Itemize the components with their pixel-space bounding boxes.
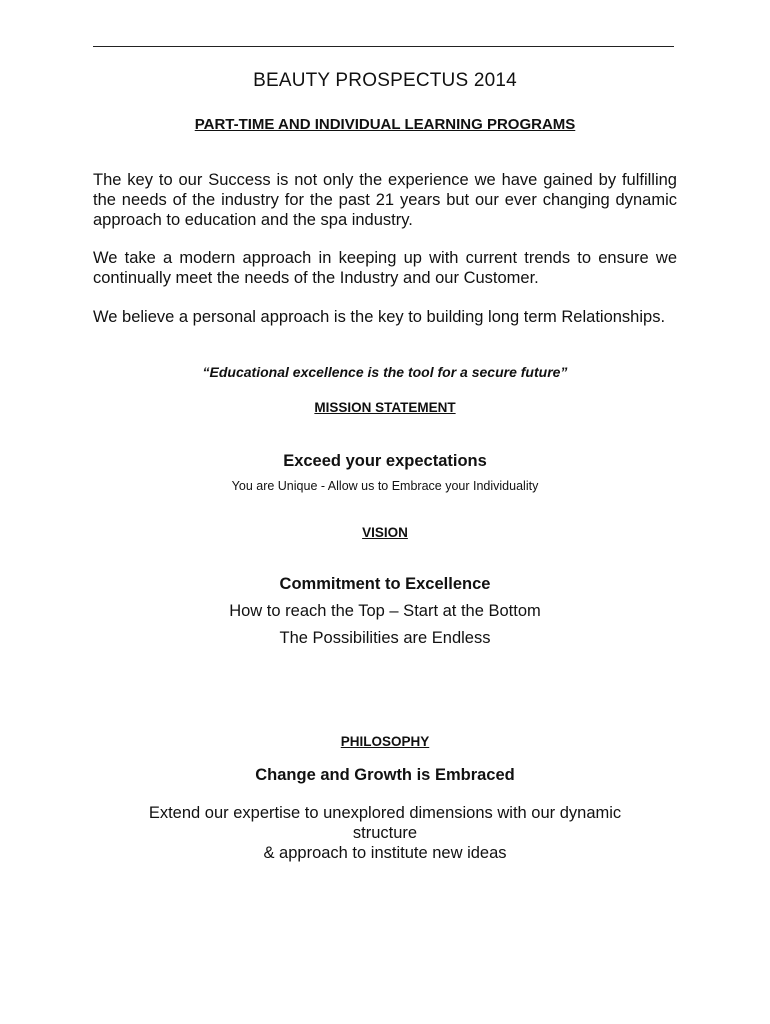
vision-lead: Commitment to Excellence: [279, 575, 491, 593]
philosophy-line: Extend our expertise to unexplored dimensions with our dynamic: [148, 804, 622, 822]
top-rule-divider: [93, 46, 674, 47]
document-title: BEAUTY PROSPECTUS 2014: [253, 70, 517, 91]
intro-paragraph-2: We take a modern approach in keeping up with current trends to ensure we continually meet the needs of the Industry and our Customer.: [93, 249, 677, 287]
document-subtitle: PART-TIME AND INDIVIDUAL LEARNING PROGRAMS: [194, 116, 576, 133]
vision-line: How to reach the Top – Start at the Bottom: [229, 602, 541, 620]
philosophy-lead: Change and Growth is Embraced: [255, 766, 515, 784]
intro-paragraph-3: We believe a personal approach is the key to building long term Relationships.: [93, 308, 666, 326]
mission-note: You are Unique - Allow us to Embrace your Individuality: [231, 479, 539, 493]
philosophy-heading: PHILOSOPHY: [340, 734, 430, 749]
motto-quote: “Educational excellence is the tool for a secure future”: [202, 364, 568, 380]
mission-lead: Exceed your expectations: [283, 452, 487, 470]
vision-heading: VISION: [362, 525, 408, 540]
vision-line: The Possibilities are Endless: [279, 629, 491, 647]
philosophy-text: [100, 803, 670, 863]
mission-heading: MISSION STATEMENT: [314, 400, 456, 415]
philosophy-line: structure: [352, 824, 418, 842]
intro-paragraph-1: The key to our Success is not only the experience we have gained by fulfilling the needs of the industry for the past 21 years but our ever changing dynamic approach to education and the spa industry.: [93, 171, 677, 229]
philosophy-line: & approach to institute new ideas: [263, 844, 507, 862]
